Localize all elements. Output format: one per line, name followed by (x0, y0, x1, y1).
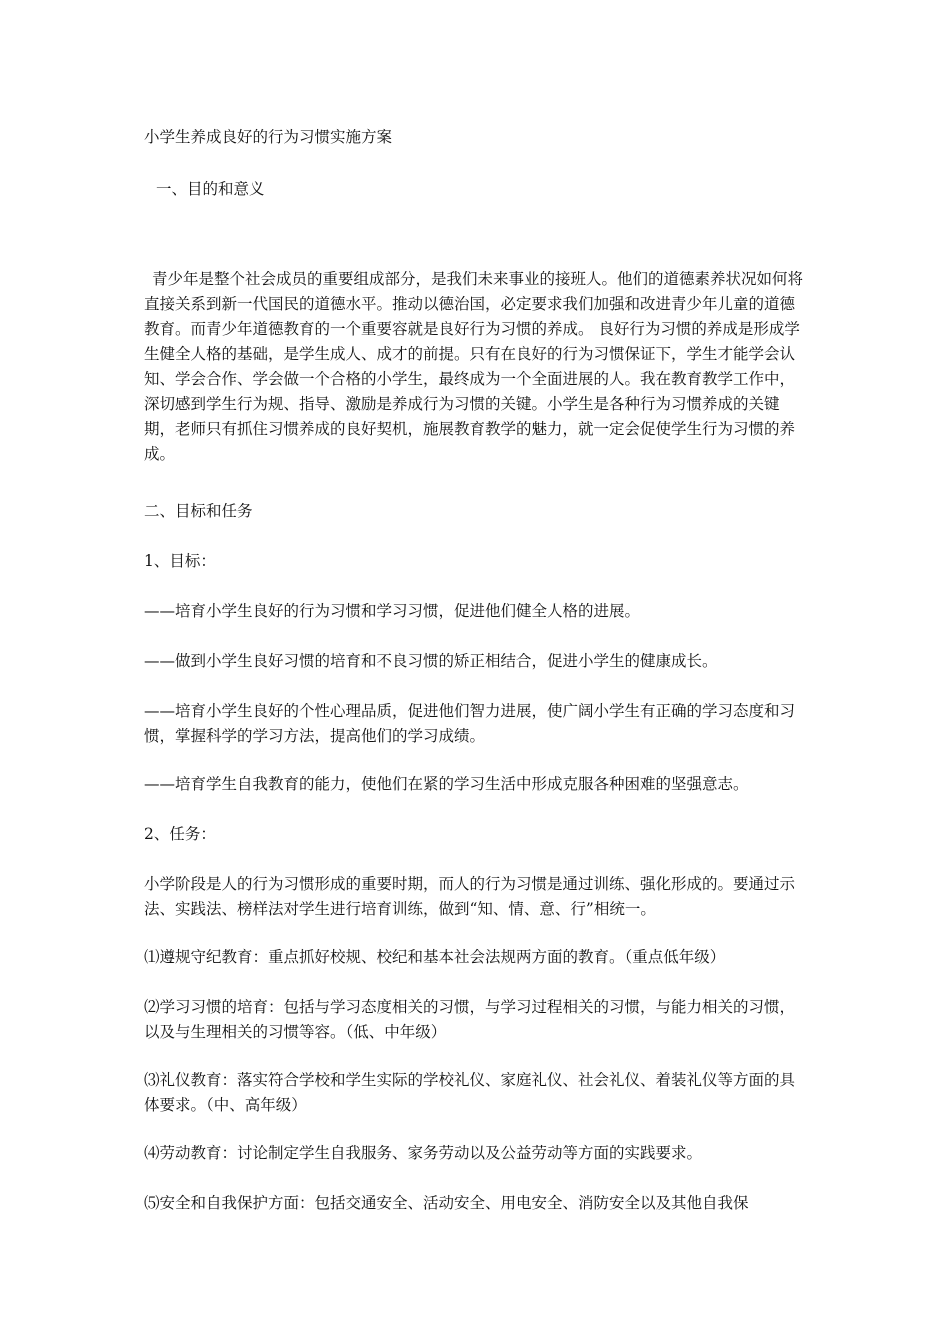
goals-heading: 1、目标： (144, 552, 216, 570)
purpose-paragraph: 青少年是整个社会成员的重要组成部分，是我们未来事业的接班人。他们的道德素养状况如何将直接关系到新一代国民的道德水平。推动以德治国，必定要求我们加强和改进青少年儿童的道德教育。而青少年道德教育的一个重要容就是良好行为习惯的养成。 良好行为习惯的养成是形成学生健全人格的基础，是学生成人、成才的前提。只有在良好的行为习惯保证下，学生才能学会认知、学会合作、学会做一个合格的小学生，最终成为一个全面进展的人。我在教育教学工作中，深切感到学生行为规、指导、激励是养成行为习惯的关键。小学生是各种行为习惯养成的关键期，老师只有抓住习惯养成的良好契机，施展教育教学的魅力，就一定会促使学生行为习惯的养成。 (144, 270, 804, 463)
tasks-intro-paragraph: 小学阶段是人的行为习惯形成的重要时期，而人的行为习惯是通过训练、强化形成的。要通过示法、实践法、榜样法对学生进行培育训练，做到“知、情、意、行”相统一。 (144, 875, 796, 918)
task-item: ⑷劳动教育：讨论制定学生自我服务、家务劳动以及公益劳动等方面的实践要求。 (144, 1144, 703, 1162)
goal-item: ——做到小学生良好习惯的培育和不良习惯的矫正相结合，促进小学生的健康成长。 (144, 652, 718, 670)
goal-item: ——培育小学生良好的行为习惯和学习习惯，促进他们健全人格的进展。 (144, 602, 641, 620)
goal-item: ——培育学生自我教育的能力，使他们在紧的学习生活中形成克服各种困难的坚强意志。 (144, 775, 749, 793)
task-item: ⑸安全和自我保护方面：包括交通安全、活动安全、用电安全、消防安全以及其他自我保 (144, 1194, 749, 1212)
section-heading-goals-tasks: 二、目标和任务 (144, 502, 253, 520)
document-title: 小学生养成良好的行为习惯实施方案 (144, 128, 393, 146)
task-item: ⑴遵规守纪教育：重点抓好校规、校纪和基本社会法规两方面的教育。（重点低年级） (144, 948, 726, 966)
task-item: ⑶礼仪教育：落实符合学校和学生实际的学校礼仪、家庭礼仪、社会礼仪、着装礼仪等方面的具体要求。（中、高年级） (144, 1071, 796, 1114)
section-heading-purpose: 一、目的和意义 (156, 180, 265, 198)
task-item: ⑵学习习惯的培育：包括与学习态度相关的习惯，与学习过程相关的习惯，与能力相关的习惯，以及与生理相关的习惯等容。（低、中年级） (144, 998, 796, 1041)
goal-item: ——培育小学生良好的个性心理品质，促进他们智力进展，使广阔小学生有正确的学习态度和习惯，掌握科学的学习方法，提高他们的学习成绩。 (144, 702, 796, 745)
tasks-heading: 2、任务： (144, 825, 216, 843)
